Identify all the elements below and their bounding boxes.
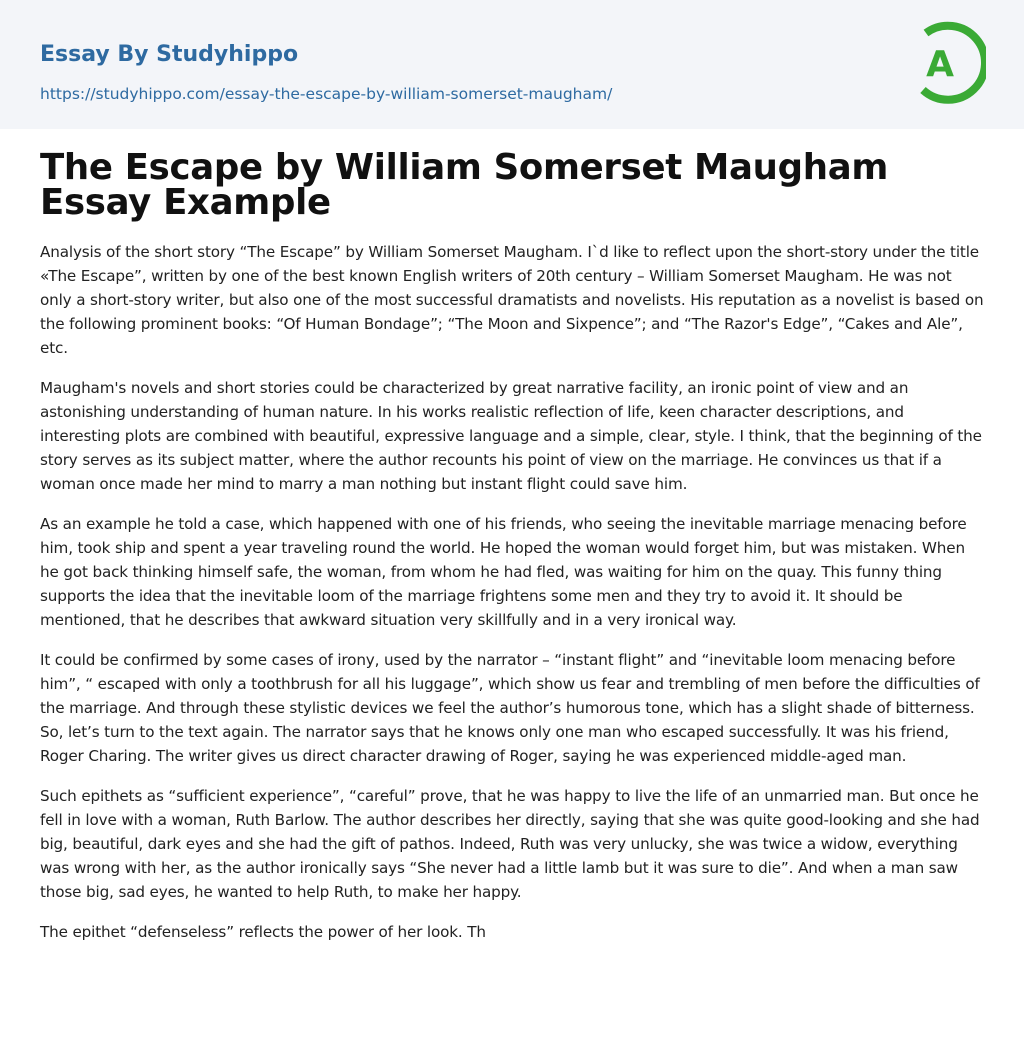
essay-paragraph: Analysis of the short story “The Escape” by William Somerset Maugham. I`d like to reflect upon the short-story under the title «The Escape”, written by one of the best known English writers of 20th century – William Somerset Maugham. He was not only a short-story writer, but also one of the most successful dramatists and novelists. His reputation as a novelist is based on the following prominent books: “Of Human Bondage”; “The Moon and Sixpence”; and “The Razor's Edge”, “Cakes and Ale”, etc. bbox=[40, 243, 984, 357]
essay-paragraph: The epithet “defenseless” reflects the power of her look. Th bbox=[40, 923, 486, 941]
essay-paragraph: It could be confirmed by some cases of irony, used by the narrator – “instant flight” and “inevitable loom menacing before him”, “ escaped with only a toothbrush for all his luggage”, which show us fear and trembling of men before the difficulties of the marriage. And through these stylistic devices we feel the author’s humorous tone, which has a slight shade of bitterness. So, let’s turn to the text again. The narrator says that he knows only one man who escaped successfully. It was his friend, Roger Charing. The writer gives us direct character drawing of Roger, saying he was experienced middle-aged man. bbox=[40, 651, 980, 765]
essay-body bbox=[40, 240, 984, 944]
site-header bbox=[0, 0, 1024, 129]
article-title: The Escape by William Somerset Maugham Essay Example bbox=[40, 147, 889, 223]
essay-paragraph: Such epithets as “sufficient experience”, “careful” prove, that he was happy to live the life of an unmarried man. But once he fell in love with a woman, Ruth Barlow. The author describes her directly, saying that she was quite good-looking and she had big, beautiful, dark eyes and she had the gift of pathos. Indeed, Ruth was very unlucky, she was twice a widow, everything was wrong with her, as the author ironically says “She never had a little lamb but it was sure to die”. And when a man saw those big, sad eyes, he wanted to help Ruth, to make her happy. bbox=[40, 787, 980, 901]
essay-paragraph: As an example he told a case, which happened with one of his friends, who seeing the inevitable marriage menacing before him, took ship and spent a year traveling round the world. He hoped the woman would forget him, but was mistaken. When he got back thinking himself safe, the woman, from whom he had fled, was waiting for him on the quay. This funny thing supports the idea that the inevitable loom of the marriage frightens some men and they try to avoid it. It should be mentioned, that he describes that awkward situation very skillfully and in a very ironical way. bbox=[40, 515, 967, 629]
logo-letter: A bbox=[926, 44, 954, 85]
source-url-link[interactable]: https://studyhippo.com/essay-the-escape-by-william-somerset-maugham/ bbox=[40, 85, 613, 103]
essay-paragraph: Maugham's novels and short stories could be characterized by great narrative facility, an ironic point of view and an astonishing understanding of human nature. In his works realistic reflection of life, keen character descriptions, and interesting plots are combined with beautiful, expressive language and a simple, clear, style. I think, that the beginning of the story serves as its subject matter, where the author recounts his point of view on the marriage. He convinces us that if a woman once made her mind to marry a man nothing but instant flight could save him. bbox=[40, 379, 982, 493]
article bbox=[40, 147, 984, 960]
site-brand[interactable]: Essay By Studyhippo bbox=[40, 42, 299, 67]
studyhippo-logo-icon[interactable] bbox=[912, 19, 986, 105]
